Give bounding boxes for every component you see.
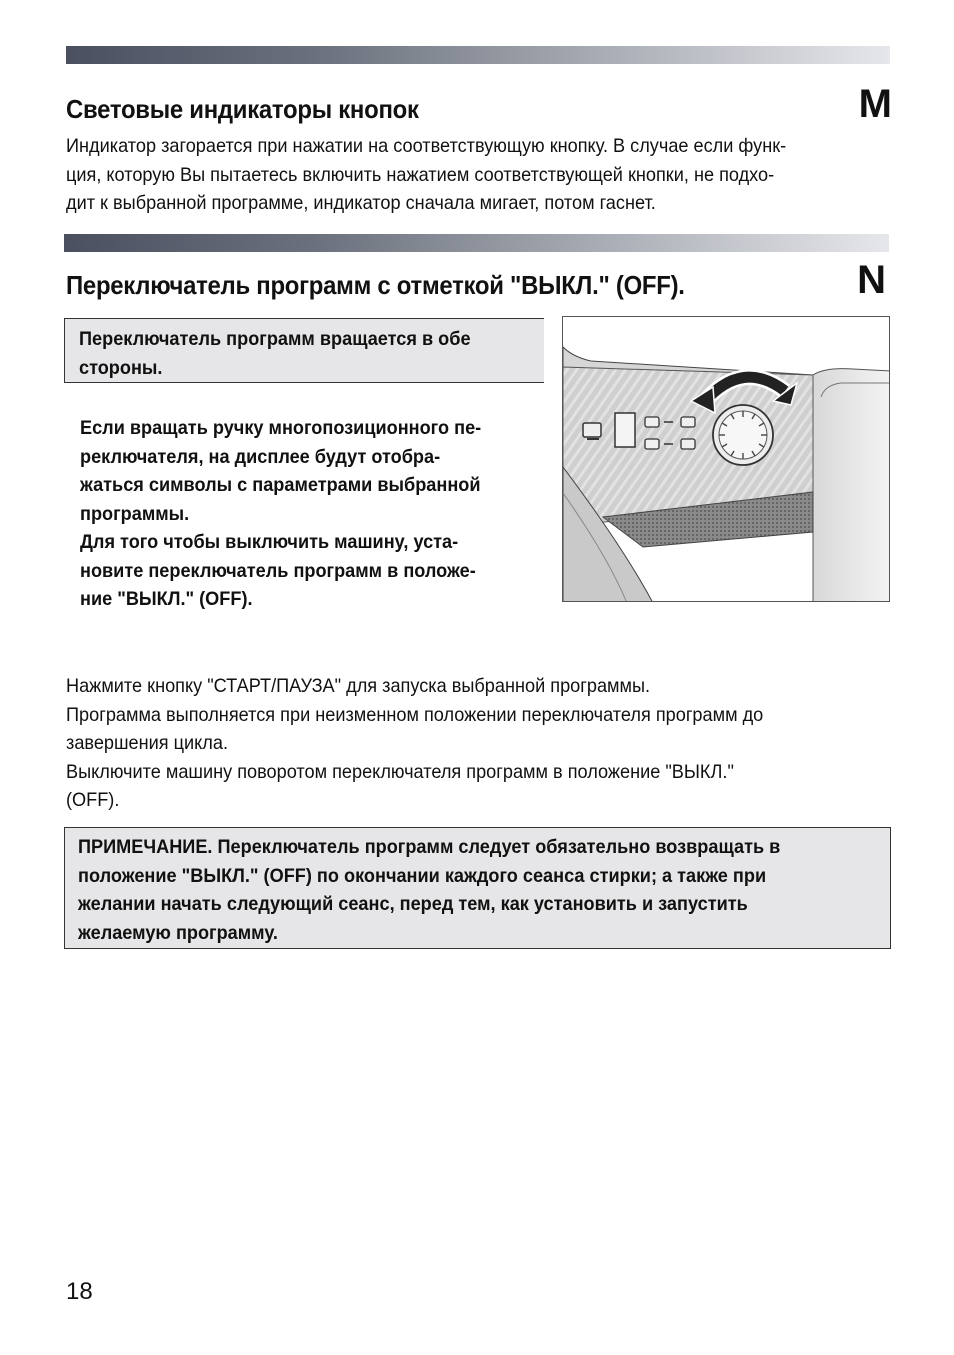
section-m-text bbox=[66, 132, 786, 218]
text-line: Индикатор загорается при нажатии на соответствующую кнопку. В случае если функ- bbox=[66, 135, 787, 157]
text-line: ПРИМЕЧАНИЕ. Переключатель программ следует обязательно возвращать в bbox=[78, 836, 781, 858]
info-box-text bbox=[79, 325, 511, 382]
text-line: Если вращать ручку многопозиционного пе- bbox=[80, 417, 482, 439]
section-n-letter: N bbox=[857, 258, 886, 302]
text-line: реключателя, на дисплее будут отобра- bbox=[80, 445, 441, 468]
text-line: желании начать следующий сеанс, перед тем, как установить и запустить bbox=[78, 893, 748, 915]
text-line: стороны. bbox=[79, 356, 163, 379]
text-line: положение "ВЫКЛ." (OFF) по окончании каждого сеанса стирки; а также при bbox=[78, 864, 767, 887]
note-box bbox=[64, 827, 891, 949]
info-box bbox=[64, 318, 544, 383]
text-line: ция, которую Вы пытаетесь включить нажатием соответствующей кнопки, не подхо- bbox=[66, 163, 775, 186]
text-line: Нажмите кнопку "СТАРТ/ПАУЗА" для запуска выбранной программы. bbox=[66, 675, 651, 697]
text-line: (OFF). bbox=[66, 789, 120, 811]
page-number: 18 bbox=[66, 1278, 93, 1305]
note-text bbox=[78, 833, 833, 947]
selector-description bbox=[80, 414, 481, 614]
text-line: Программа выполняется при неизменном положении переключателя программ до bbox=[66, 703, 764, 726]
section-n-title: Переключатель программ с отметкой "ВЫКЛ." (OFF). bbox=[66, 270, 685, 300]
section-divider-bar bbox=[64, 234, 889, 252]
text-line: жаться символы с параметрами выбранной bbox=[80, 474, 481, 496]
text-line: Выключите машину поворотом переключателя программ в положение "ВЫКЛ." bbox=[66, 760, 734, 783]
section-n-body bbox=[66, 672, 763, 815]
section-divider-bar bbox=[66, 46, 890, 64]
text-line: новите переключатель программ в положе- bbox=[80, 559, 476, 582]
program-selector-illustration bbox=[562, 316, 890, 602]
text-line: Для того чтобы выключить машину, уста- bbox=[80, 531, 459, 553]
section-m-letter: M bbox=[858, 82, 892, 126]
text-line: дит к выбранной программе, индикатор сначала мигает, потом гаснет. bbox=[66, 192, 656, 214]
text-line: программы. bbox=[80, 502, 190, 525]
section-m-title: Световые индикаторы кнопок bbox=[66, 94, 419, 124]
control-panel-drawing bbox=[563, 317, 890, 602]
text-line: Переключатель программ вращается в обе bbox=[79, 328, 471, 350]
text-line: желаемую программу. bbox=[78, 921, 278, 944]
text-line: ние "ВЫКЛ." (OFF). bbox=[80, 588, 253, 610]
text-line: завершения цикла. bbox=[66, 732, 229, 754]
